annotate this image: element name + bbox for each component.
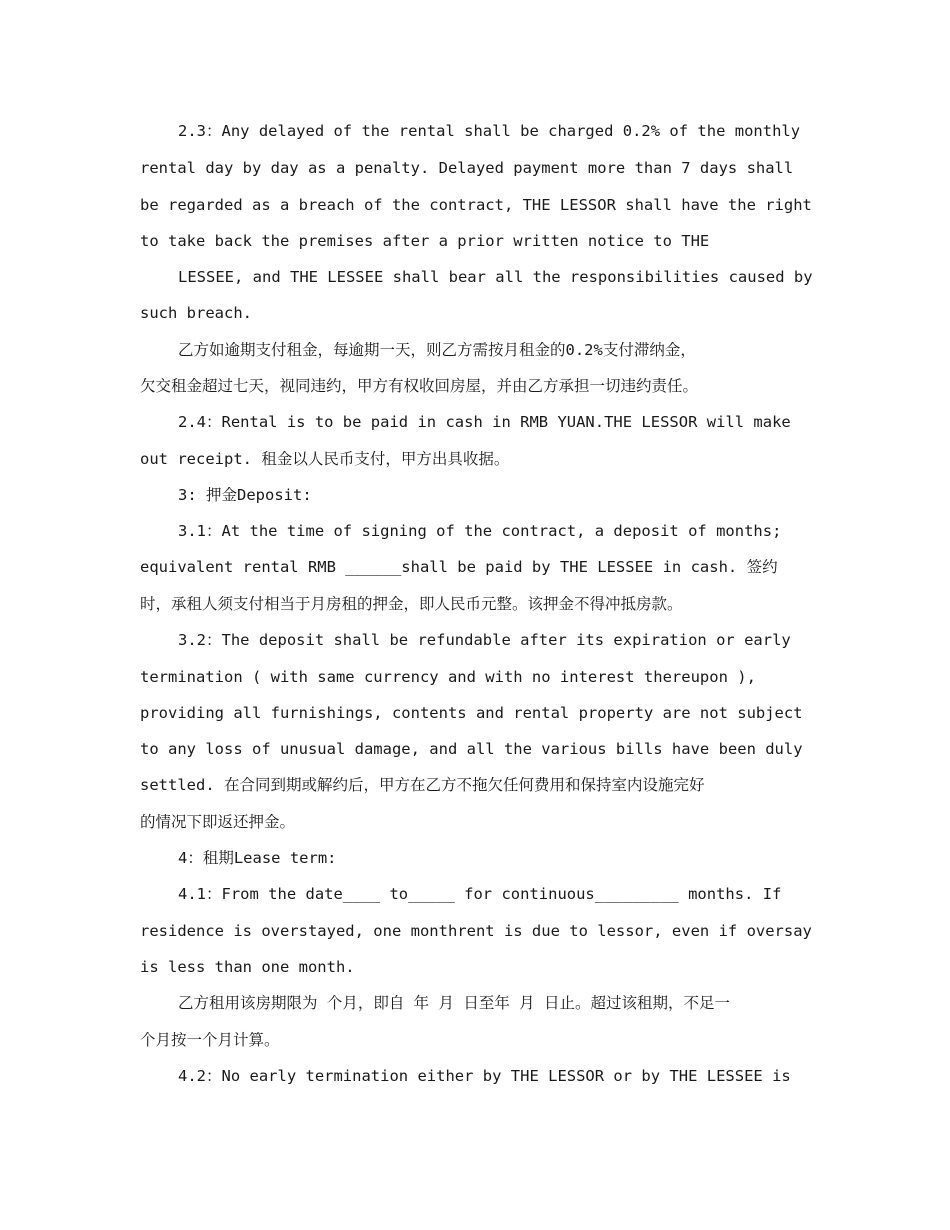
clause-3-1-line-3: 时，承租人须支付相当于月房租的押金，即人民币元整。该押金不得冲抵房款。 <box>140 595 683 613</box>
clause-2-3-chinese-line-2: 欠交租金超过七天，视同违约，甲方有权收回房屋，并由乙方承担一切违约责任。 <box>140 377 699 395</box>
clause-2-4-line-1: 2.4：Rental is to be paid in cash in RMB YUAN.THE LESSOR will make <box>178 413 791 431</box>
clause-2-3-line-2: rental day by day as a penalty. Delayed payment more than 7 days shall <box>140 159 794 177</box>
clause-3-2-line-1: 3.2：The deposit shall be refundable after its expiration or early <box>178 631 791 649</box>
clause-3-2-line-6: 的情况下即返还押金。 <box>140 813 296 831</box>
clause-3-2-line-3: providing all furnishings, contents and rental property are not subject <box>140 704 803 722</box>
clause-4-1-line-2: residence is overstayed, one monthrent is due to lessor, even if oversay <box>140 922 812 940</box>
clause-4-1-chinese-line-2: 个月按一个月计算。 <box>140 1031 280 1049</box>
clause-4-1-line-3: is less than one month. <box>140 958 355 976</box>
clause-2-4-line-2: out receipt. 租金以人民币支付，甲方出具收据。 <box>140 450 510 468</box>
clause-2-3-chinese-line-1: 乙方如逾期支付租金，每逾期一天，则乙方需按月租金的0.2%支付滞纳金， <box>178 341 696 359</box>
clause-3-1-line-1: 3.1：At the time of signing of the contract, a deposit of months; <box>178 522 782 540</box>
clause-2-3-line-6: such breach. <box>140 304 252 322</box>
clause-3-2-line-5: settled. 在合同到期或解约后，甲方在乙方不拖欠任何费用和保持室内设施完好 <box>140 776 705 794</box>
clause-4-1-chinese-line-1: 乙方租用该房期限为 个月，即自 年 月 日至年 月 日止。超过该租期，不足一 <box>178 994 730 1012</box>
section-4-heading: 4：租期Lease term: <box>178 849 337 867</box>
clause-3-2-line-2: termination ( with same currency and with no interest thereupon ), <box>140 668 756 686</box>
clause-3-2-line-4: to any loss of unusual damage, and all the various bills have been duly <box>140 740 803 758</box>
clause-2-3-line-5: LESSEE, and THE LESSEE shall bear all the responsibilities caused by <box>178 268 813 286</box>
clause-4-1-line-1: 4.1：From the date____ to_____ for continuous_________ months. If <box>178 885 782 903</box>
clause-2-3-line-3: be regarded as a breach of the contract, THE LESSOR shall have the right <box>140 196 812 214</box>
clause-3-1-line-2: equivalent rental RMB ______shall be paid by THE LESSEE in cash. 签约 <box>140 558 778 576</box>
clause-2-3-line-4: to take back the premises after a prior written notice to THE <box>140 232 710 250</box>
clause-4-2-line-1: 4.2：No early termination either by THE LESSOR or by THE LESSEE is <box>178 1067 791 1085</box>
section-3-heading: 3: 押金Deposit: <box>178 486 312 504</box>
clause-2-3-line-1: 2.3：Any delayed of the rental shall be charged 0.2% of the monthly <box>178 122 801 140</box>
